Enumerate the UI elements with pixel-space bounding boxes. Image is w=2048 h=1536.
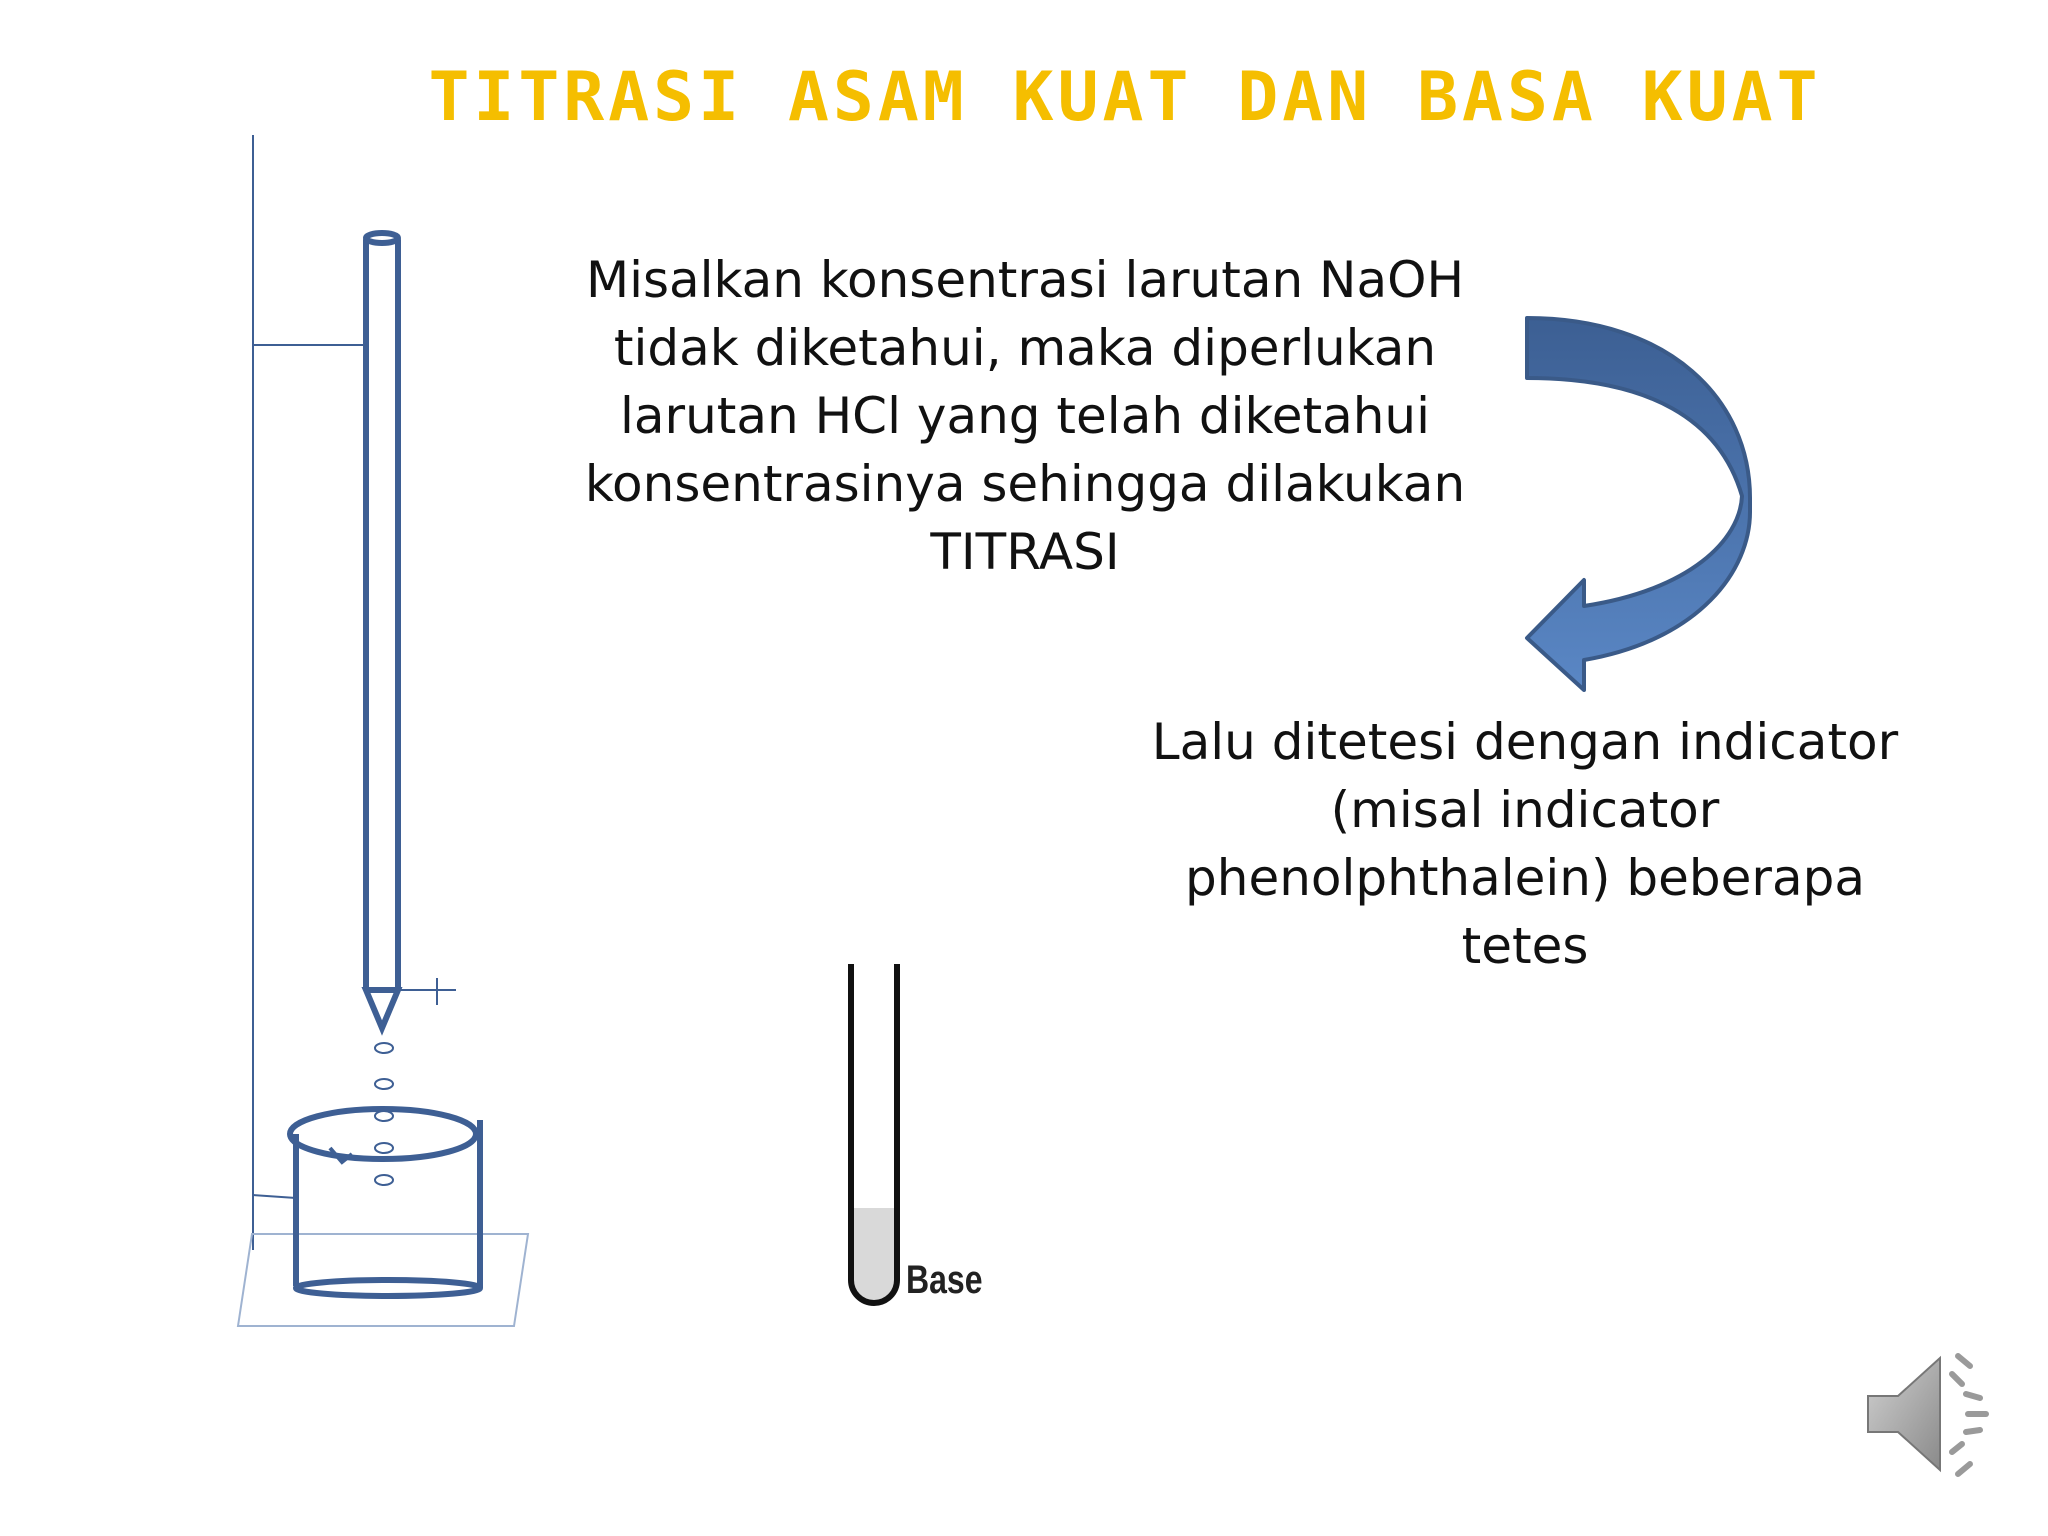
paragraph-line: larutan HCl yang telah diketahui — [619, 387, 1430, 445]
paragraph-line: TITRASI — [930, 523, 1120, 581]
paragraph-line: tetes — [1461, 917, 1589, 975]
paragraph-line: phenolphthalein) beberapa — [1185, 849, 1865, 907]
paragraph-line: tidak diketahui, maka diperlukan — [613, 319, 1437, 377]
test-tube-label: Base — [906, 1258, 983, 1302]
paragraph-line: Misalkan konsentrasi larutan NaOH — [585, 251, 1465, 309]
paragraph-line: (misal indicator — [1330, 781, 1720, 839]
paragraph-line: konsentrasinya sehingga dilakukan — [584, 455, 1466, 513]
slide-title: TITRASI ASAM KUAT DAN BASA KUAT — [428, 58, 1822, 137]
paragraph-line: Lalu ditetesi dengan indicator — [1151, 713, 1899, 771]
